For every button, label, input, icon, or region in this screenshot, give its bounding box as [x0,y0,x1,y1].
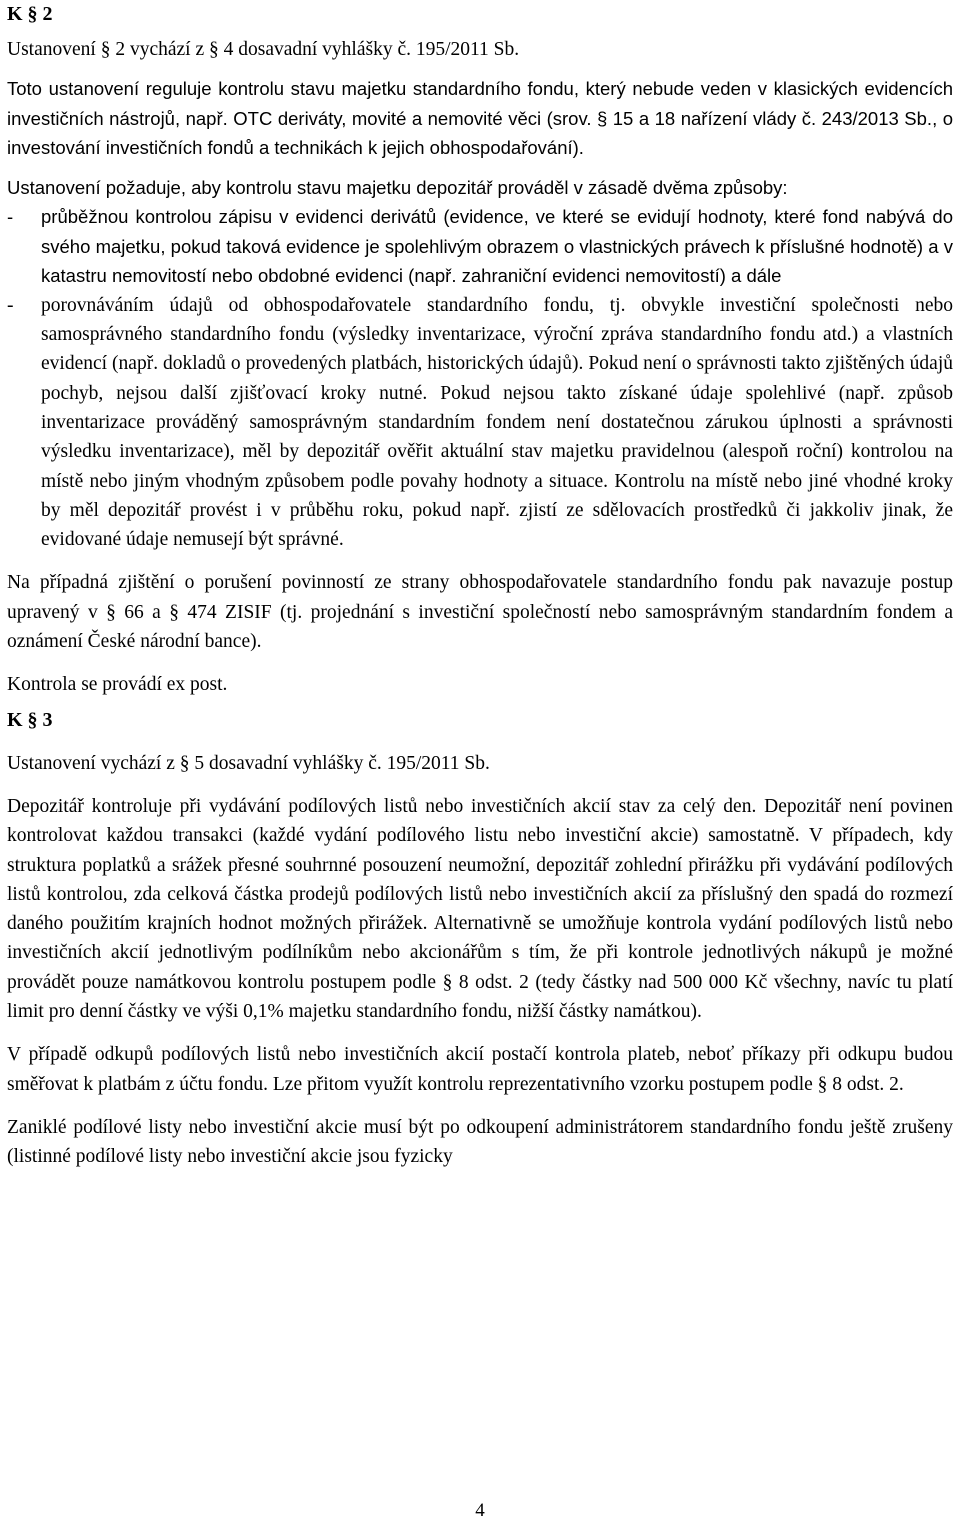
list-item-text: průběžnou kontrolou zápisu v evidenci derivátů (evidence, ve které se evidují hodnoty, které fond nabývá do svého majetku, pokud taková evidence je spolehlivým obrazem o vlastnických právech k příslušné hodnotě) a v katastru nemovitostí nebo obdobné evidenci (např. zahraniční evidenci nemovitostí) a dále [41,206,953,287]
paragraph: Zaniklé podílové listy nebo investiční akcie musí být po odkoupení administrátorem standardního fondu ještě zrušeny (listinné podílové listy nebo investiční akcie jsou fyzicky [7,1116,953,1168]
paragraph: V případě odkupů podílových listů nebo investičních akcií postačí kontrola plateb, neboť příkazy při odkupu budou směřovat k platbám z účtu fondu. Lze přitom využít kontrolu reprezentativního vzorku postupem podle § 8 odst. 2. [7,1044,953,1095]
list-item [7,202,953,291]
section-heading-2: K § 2 [7,3,53,25]
paragraph: Depozitář kontroluje při vydávání podílových listů nebo investičních akcií stav za celý den. Depozitář není povinen kontrolovat každou transakci (každé vydání podílového listu nebo investiční akcie) samostatně. V případech, kdy struktura poplatků a srážek přesné souhrnné posouzení neumožní, depozitář zohlední přirážku při vydávání podílových listů kontrolou, zda celková částka prodejů podílových listů nebo investičních akcií za příslušný den spadá do rozmezí daného použitím krajních hodnot možných přirážek. Alternativně se umožňuje kontrola vydání podílových listů nebo investičních akcií jednotlivým podílníkům nebo akcionářům s tím, že při kontrole jednotlivých nákupů je možné provádět pouze namátkovou kontrolu postupem podle § 8 odst. 2 (tedy částky nad 500 000 Kč všechny, navíc tu platí limit pro denní částky ve výši 0,1% majetku standardního fondu, nižší částky namátkou). [7,795,953,1023]
paragraph: Ustanovení § 2 vychází z § 4 dosavadní vyhlášky č. 195/2011 Sb. [7,39,520,60]
paragraph: Ustanovení vychází z § 5 dosavadní vyhlášky č. 195/2011 Sb. [7,752,490,774]
paragraph: Kontrola se provádí ex post. [7,674,228,696]
list-dash: - [7,294,14,316]
document-page [7,0,953,1172]
paragraph: Toto ustanovení reguluje kontrolu stavu majetku standardního fondu, který nebude veden v klasických evidencích investičních nástrojů, např. OTC deriváty, movité a nemovité věci (srov. § 15 a 18 nařízení vlády č. 243/2013 Sb., o investování investičních fondů a technikách k jejich obhospodařování). [7,78,953,159]
paragraph: Na případná zjištění o porušení povinností ze strany obhospodařovatele standardního fondu pak navazuje postup upravený v § 66 a § 474 ZISIF (tj. projednání s investiční společností nebo samosprávným standardním fondem a oznámení České národní bance). [7,572,953,653]
list-item [7,291,953,555]
page-number: 4 [475,1500,485,1521]
list-dash: - [7,206,14,228]
paragraph: Ustanovení požaduje, aby kontrolu stavu majetku depozitář prováděl v zásadě dvěma způsoby: [7,176,788,198]
section-heading-3: K § 3 [7,708,53,731]
list-item-text: porovnáváním údajů od obhospodařovatele standardního fondu, tj. obvykle investiční společnosti nebo samosprávného standardního fondu (výsledky inventarizace, výroční zpráva standardního fondu atd.) a vlastních evidencí (např. dokladů o provedených platbách, historických údajů). Pokud není o správnosti takto zjištěných údajů pochyb, nejsou další zjišťovací kroky nutné. Pokud nejsou takto získané údaje spolehlivé (např. způsob inventarizace prováděný samosprávným standardním fondem není dostatečnou zárukou úplnosti a správnosti výsledku inventarizace), měl by depozitář ověřit aktuální stav majetku pravidelnou (alespoň roční) kontrolou na místě nebo jiným vhodným způsobem podle povahy hodnoty a situace. Kontrolu na místě nebo jiné vhodné kroky by měl depozitář provést i v průběhu roku, pokud např. zjistí ze sdělovacích prostředků či jakkoliv jinak, že evidované údaje nemusejí být správné. [41,294,953,551]
